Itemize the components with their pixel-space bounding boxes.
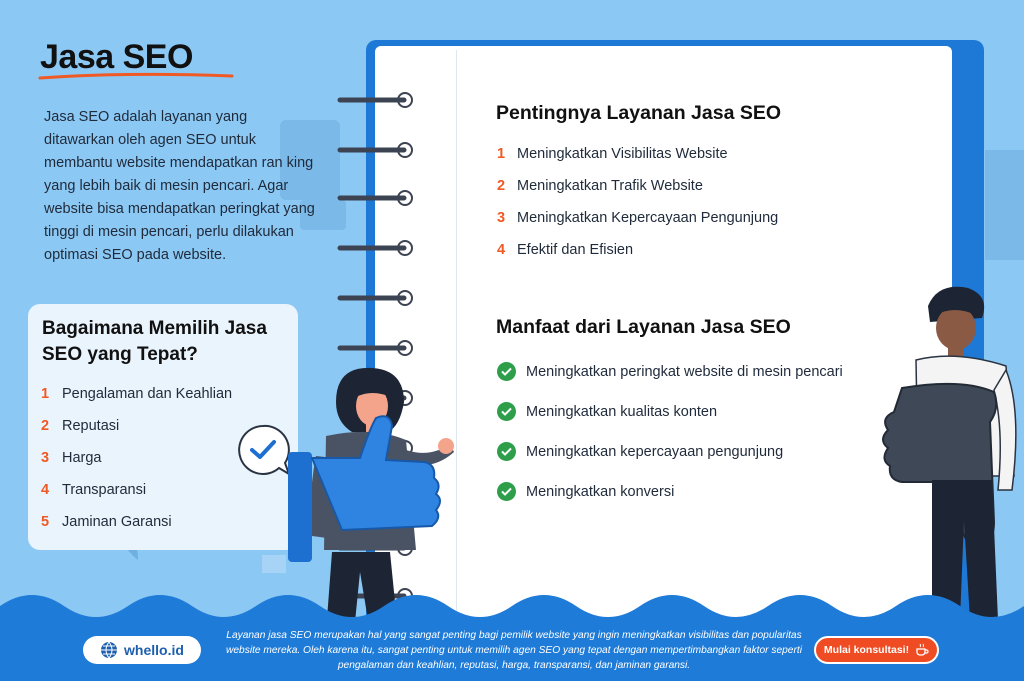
benefit-item: Meningkatkan kualitas konten — [497, 402, 717, 421]
choose-item: 4 Transparansi — [41, 482, 147, 498]
title-underline — [38, 70, 234, 84]
coffee-cup-icon — [915, 643, 929, 657]
check-circle-icon — [497, 442, 516, 461]
check-circle-icon — [497, 362, 516, 381]
footer-summary: Layanan jasa SEO merupakan hal yang sangat penting bagi pemilik website yang ingin meningkatkan visibilitas dan popularitas website mereka. Oleh karena itu, sangat penting untuk memilih agen SEO yang tepat dengan mempertimbangkan faktor seperti pengalaman dan keahlian, reputasi, harga, transparansi, dan jaminan garansi. — [226, 630, 802, 671]
consult-button-label: Mulai konsultasi! — [823, 644, 910, 656]
card-title: Bagaimana Memilih Jasa SEO yang Tepat? — [42, 318, 267, 365]
choose-item: 3 Harga — [41, 450, 102, 466]
check-circle-icon — [497, 402, 516, 421]
notebook-paper — [375, 46, 952, 636]
globe-icon — [100, 641, 118, 659]
logo-badge[interactable] — [83, 636, 201, 664]
check-circle-icon — [497, 482, 516, 501]
importance-item: 3 Meningkatkan Kepercayaan Pengunjung — [497, 210, 779, 226]
importance-item: 2 Meningkatkan Trafik Website — [497, 178, 703, 194]
check-bubble-icon — [236, 424, 292, 476]
importance-heading: Pentingnya Layanan Jasa SEO — [496, 102, 782, 124]
man-thumbs-down-illustration — [876, 280, 1024, 620]
choose-item: 5 Jaminan Garansi — [41, 514, 172, 530]
consult-button[interactable] — [814, 636, 939, 664]
importance-item: 1 Meningkatkan Visibilitas Website — [497, 146, 728, 162]
benefits-heading: Manfaat dari Layanan Jasa SEO — [496, 316, 791, 338]
benefit-item: Meningkatkan konversi — [497, 482, 674, 501]
benefit-item: Meningkatkan peringkat website di mesin pencari — [497, 362, 843, 381]
choose-item: 2 Reputasi — [41, 418, 120, 434]
benefit-item: Meningkatkan kepercayaan pengunjung — [497, 442, 783, 461]
page-title: Jasa SEO — [40, 38, 193, 76]
intro-paragraph: Jasa SEO adalah layanan yang ditawarkan oleh agen SEO untuk membantu website mendapatkan ran king yang lebih baik di mesin pencari. Agar website bisa mendapatkan peringkat yang tinggi di mesin pencari, perlu dilakukan optimasi SEO pada website. — [44, 109, 315, 263]
choose-item: 1 Pengalaman dan Keahlian — [41, 386, 233, 402]
logo-text: whello.id — [124, 642, 184, 658]
importance-item: 4 Efektif dan Efisien — [497, 242, 634, 258]
